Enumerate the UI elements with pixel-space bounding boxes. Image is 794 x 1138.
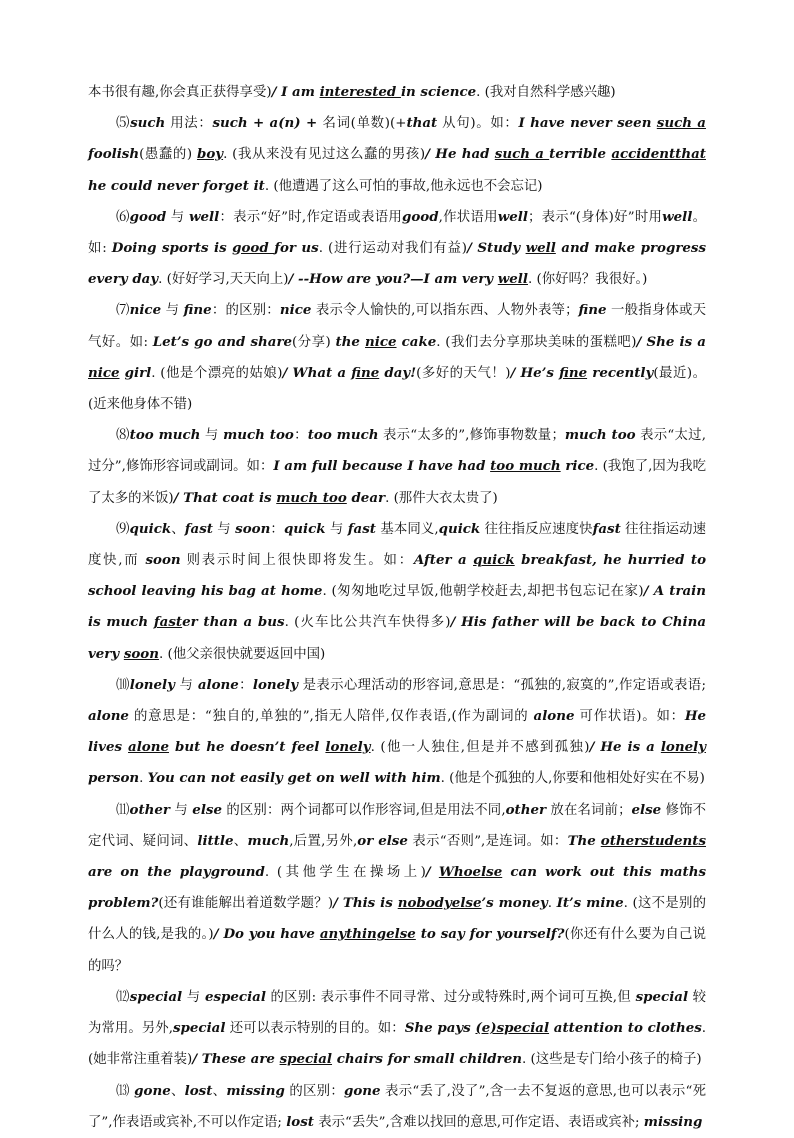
english-example-text: ’s money bbox=[481, 895, 548, 912]
underlined-example-word: boy bbox=[196, 146, 224, 163]
english-example-text: terrible bbox=[549, 146, 612, 163]
underlined-example-word: fast bbox=[153, 614, 183, 631]
paragraph bbox=[88, 514, 706, 670]
english-example-text: special bbox=[129, 988, 183, 1005]
body-text: . (我们去分享那块美味的蛋糕吧) bbox=[436, 334, 637, 350]
english-example-text: for us bbox=[274, 240, 319, 257]
english-example-text: cake bbox=[396, 333, 437, 350]
english-example-text: / Do you have bbox=[213, 926, 320, 943]
english-example-text: especial bbox=[204, 988, 266, 1005]
english-example-text: / --How are you?—I am very bbox=[288, 271, 498, 288]
english-example-text: fast bbox=[184, 520, 213, 537]
body-text: 则表示时间上很快即将发生。如： bbox=[180, 553, 414, 569]
body-text: (多好的天气！) bbox=[416, 365, 511, 381]
body-text: 往往指反应速度快 bbox=[480, 521, 593, 537]
english-example-text: / His father will be back to China very bbox=[88, 614, 706, 662]
english-example-text: lost bbox=[184, 1082, 213, 1099]
body-text: 、 bbox=[170, 1083, 185, 1099]
english-example-text: Let’s go and share bbox=[152, 333, 293, 350]
body-text: . bbox=[547, 896, 557, 912]
english-example-text: / These are bbox=[192, 1051, 280, 1068]
english-example-text: / That coat is bbox=[173, 489, 277, 506]
paragraph bbox=[88, 670, 706, 795]
body-text: . (他一人独住,但是并不感到孤独) bbox=[370, 740, 590, 756]
english-example-text: missing bbox=[643, 1113, 703, 1130]
english-example-text: alone bbox=[533, 708, 575, 725]
body-text: 是表示心理活动的形容词,意思是：“孤独的,寂寞的”,作定语或表语; bbox=[298, 677, 707, 693]
body-text: 本书很有趣,你会真正获得享受) bbox=[88, 85, 272, 100]
underlined-example-word: too much bbox=[490, 458, 561, 475]
english-example-text: / A train is much bbox=[88, 583, 707, 631]
body-text: . (这不是别的什么人的钱,是我的。) bbox=[88, 896, 707, 943]
paragraph bbox=[88, 420, 706, 514]
english-example-text: After a bbox=[413, 552, 474, 569]
underlined-example-word: anythingelse bbox=[319, 926, 416, 943]
body-text: 、 bbox=[212, 1083, 227, 1099]
english-example-text: much too bbox=[223, 427, 294, 444]
underlined-example-word: interested bbox=[319, 84, 401, 100]
english-example-text: rice bbox=[560, 458, 595, 475]
body-text: 与 bbox=[325, 521, 348, 537]
english-example-text: lonely bbox=[252, 676, 299, 693]
english-example-text: person bbox=[88, 770, 140, 787]
paragraph bbox=[88, 1076, 706, 1138]
underlined-example-word: well bbox=[525, 240, 556, 257]
body-text: . (他是个孤独的人,你要和他相处好实在不易) bbox=[440, 771, 705, 787]
english-example-text: soon bbox=[145, 552, 181, 569]
body-text: 修饰不定代词、疑问词、 bbox=[88, 802, 706, 849]
body-text: 可作状语)。如： bbox=[574, 709, 685, 725]
body-text: ⑽ bbox=[116, 677, 130, 693]
english-example-text: much bbox=[247, 832, 290, 849]
english-example-text: fast bbox=[347, 520, 376, 537]
english-example-text: / She is a bbox=[636, 333, 706, 350]
body-text: (你还有什么要为自己说的吗？ bbox=[88, 927, 706, 974]
body-text: 。如: bbox=[88, 209, 707, 257]
body-text: . (他遭遇了这么可怕的事故,他永远也不会忘记) bbox=[264, 178, 543, 194]
english-example-text: alone bbox=[197, 676, 239, 693]
body-text: . (好好学习,天天向上) bbox=[158, 272, 289, 288]
underlined-example-word: well bbox=[497, 271, 528, 288]
english-example-text: chairs for small children bbox=[332, 1051, 522, 1068]
english-example-text: attention to clothes bbox=[549, 1020, 702, 1037]
english-example-text: other bbox=[505, 801, 547, 818]
body-text: 还可以表示特别的目的。如： bbox=[225, 1021, 405, 1037]
body-text: ⑼ bbox=[116, 521, 130, 537]
body-text: 、 bbox=[171, 521, 185, 537]
english-example-text: / Study bbox=[467, 240, 526, 257]
english-example-text: nice bbox=[279, 302, 312, 319]
english-example-text: he could never forget it bbox=[88, 177, 265, 194]
english-example-text: foolish bbox=[88, 146, 140, 163]
english-example-text: else bbox=[631, 801, 662, 818]
body-text: (还有谁能解出着道数学题？) bbox=[158, 896, 334, 912]
english-example-text: special bbox=[173, 1020, 226, 1037]
body-text: 与 bbox=[169, 802, 193, 818]
english-example-text: lost bbox=[286, 1113, 314, 1130]
body-text: . (火车比公共汽车快得多) bbox=[284, 615, 451, 631]
underlined-example-word: Whoelse bbox=[438, 864, 503, 881]
english-example-text: It’s mine bbox=[556, 895, 624, 912]
underlined-example-word: lonely bbox=[660, 739, 706, 756]
english-example-text: He lives bbox=[88, 708, 707, 756]
english-example-text: She pays bbox=[404, 1020, 476, 1037]
english-example-text: good bbox=[129, 208, 167, 225]
english-example-text: good bbox=[402, 208, 439, 225]
body-text: ⑻ bbox=[116, 428, 130, 444]
english-example-text: well bbox=[497, 208, 528, 225]
english-example-text: / He had bbox=[425, 146, 495, 163]
english-example-text: the bbox=[335, 333, 366, 350]
english-example-text: fine bbox=[578, 302, 607, 319]
english-example-text: / I am bbox=[271, 84, 320, 100]
body-text: . (进行运动对我们有益) bbox=[318, 241, 468, 257]
body-text: . (我从来没有见过这么蠢的男孩) bbox=[223, 147, 426, 163]
english-example-text: too much bbox=[307, 427, 379, 444]
english-example-text: missing bbox=[226, 1082, 285, 1099]
body-text: ⑺ bbox=[116, 303, 130, 319]
paragraph bbox=[88, 982, 706, 1076]
body-text: ： bbox=[270, 521, 284, 537]
body-text: ：的区别： bbox=[211, 303, 280, 319]
english-example-text: quick bbox=[283, 520, 326, 537]
english-example-text: lonely bbox=[129, 676, 175, 693]
body-text: 表示“否则”,是连词。如： bbox=[407, 833, 568, 849]
english-example-text: / He’s bbox=[510, 364, 560, 381]
body-text: . (匆匆地吃过早饭,他朝学校赶去,却把书包忘记在家) bbox=[322, 584, 644, 600]
body-text: 表示“丢了,没了”,含一去不复返的意思,也可以表示“死了”,作表语或宾补,不可以作定语; bbox=[88, 1083, 707, 1130]
english-example-text: in science bbox=[400, 84, 477, 100]
underlined-example-word: (e)special bbox=[475, 1020, 550, 1037]
english-example-text: day! bbox=[379, 364, 417, 381]
underlined-example-word: such a bbox=[494, 146, 550, 163]
body-text: . (他是个漂亮的姑娘) bbox=[151, 365, 283, 381]
body-text: 较为常用。另外, bbox=[88, 989, 707, 1037]
body-text: 与 bbox=[212, 521, 236, 537]
english-example-text: You can not easily get on well with him bbox=[147, 770, 441, 787]
underlined-example-word: alone bbox=[128, 739, 169, 756]
english-example-text: recently bbox=[587, 364, 654, 381]
english-example-text: quick bbox=[129, 520, 172, 537]
english-example-text: or else bbox=[357, 832, 408, 849]
underlined-example-word: nobodyelse bbox=[397, 895, 482, 912]
body-text: 与 bbox=[182, 989, 205, 1005]
paragraph bbox=[88, 295, 706, 420]
body-text: 放在名词前； bbox=[546, 802, 632, 818]
body-text: ⒀ bbox=[116, 1083, 135, 1099]
body-text: 的区别：两个词都可以作形容词,但是用法不同, bbox=[221, 802, 506, 818]
english-example-text: little bbox=[197, 832, 234, 849]
underlined-example-word: nice bbox=[365, 333, 397, 350]
body-text: ⑾ bbox=[116, 802, 130, 818]
english-example-text: fast bbox=[592, 520, 621, 537]
english-example-text: much too bbox=[564, 427, 636, 444]
body-text: ,后置,另外, bbox=[289, 833, 358, 849]
underlined-example-word: fine bbox=[351, 364, 380, 381]
english-example-text: Doing sports is bbox=[111, 240, 233, 257]
english-example-text: dear bbox=[346, 489, 386, 506]
body-text: 的区别： bbox=[284, 1083, 344, 1099]
underlined-example-word: accidentthat bbox=[611, 146, 706, 163]
body-text: (分享) bbox=[292, 334, 336, 350]
underlined-example-word: nice bbox=[88, 364, 120, 381]
underlined-example-word: lonely bbox=[325, 739, 371, 756]
english-example-text: I am full because I have had bbox=[273, 458, 491, 475]
body-text: 与 bbox=[174, 677, 198, 693]
body-text: . (你好吗？我很好。) bbox=[528, 272, 648, 288]
english-example-text: are on the playground bbox=[88, 864, 265, 881]
english-example-text: alone bbox=[88, 708, 129, 725]
body-text: 往往指运动速度快,而 bbox=[88, 521, 707, 569]
english-example-text: too much bbox=[129, 427, 201, 444]
body-text: 的区别: 表示事件不同寻常、过分或特殊时,两个词可互换,但 bbox=[265, 989, 636, 1005]
body-text: ；表示“(身体)好”时用 bbox=[527, 209, 663, 225]
body-text: 基本同义, bbox=[375, 521, 439, 537]
body-text: 表示“太过,过分”,修饰形容词或副词。如： bbox=[88, 428, 707, 475]
body-text: ,作状语用 bbox=[438, 209, 498, 225]
body-text: 表示令人愉快的,可以指东西、人物外表等； bbox=[311, 303, 579, 319]
english-example-text: gone bbox=[134, 1082, 171, 1099]
underlined-example-word: good bbox=[232, 240, 275, 257]
body-text: 与 bbox=[161, 303, 184, 319]
english-example-text: well bbox=[662, 208, 693, 225]
underlined-example-word: quick bbox=[473, 552, 515, 569]
body-text: ： bbox=[293, 428, 308, 444]
english-example-text: / bbox=[425, 864, 439, 881]
english-example-text: soon bbox=[235, 520, 271, 537]
english-example-text: else bbox=[192, 801, 222, 818]
underlined-example-word: soon bbox=[123, 645, 159, 662]
paragraph bbox=[88, 77, 706, 108]
body-text: 表示“丢失”,含难以找回的意思,可作定语、表语或宾补; bbox=[313, 1114, 644, 1130]
body-text: ⑸ bbox=[116, 116, 131, 132]
english-example-text: / This is bbox=[333, 895, 398, 912]
body-text: ⑹ bbox=[116, 209, 130, 225]
body-text: ： bbox=[238, 677, 253, 693]
body-text: 名词(单数)(+ bbox=[322, 116, 407, 132]
body-text: 与 bbox=[200, 428, 224, 444]
underlined-example-word: special bbox=[279, 1051, 333, 1068]
english-example-text: / He is a bbox=[589, 739, 661, 756]
body-text: . (我对自然科学感兴趣) bbox=[476, 85, 616, 100]
underlined-example-word: otherstudents bbox=[600, 832, 706, 849]
english-example-text: nice bbox=[129, 302, 162, 319]
english-example-text: girl bbox=[119, 364, 152, 381]
english-example-text: / What a bbox=[282, 364, 352, 381]
english-example-text: other bbox=[129, 801, 170, 818]
body-text: (最近)。(近来他身体不错) bbox=[88, 365, 706, 413]
paragraph bbox=[88, 108, 706, 202]
body-text: (愚蠢的) bbox=[139, 147, 197, 163]
body-text: 一般指身体或天气好。如: bbox=[88, 303, 707, 350]
underlined-example-word: much too bbox=[276, 489, 347, 506]
body-text: ：表示“好”时,作定语或表语用 bbox=[219, 209, 403, 225]
underlined-example-word: fine bbox=[559, 364, 588, 381]
body-text: 的意思是：“独自的,单独的”,指无人陪伴,仅作表语,(作为副词的 bbox=[128, 709, 534, 725]
underlined-example-word: such a bbox=[656, 115, 706, 132]
body-text: . (她非常注重着装) bbox=[88, 1021, 707, 1068]
body-text: . (这些是专门给小孩子的椅子) bbox=[521, 1052, 702, 1068]
english-example-text: can work out this maths problem? bbox=[88, 864, 706, 912]
english-example-text: and make progress every day bbox=[88, 240, 706, 288]
english-example-text: to say for yourself? bbox=[415, 926, 565, 943]
english-example-text: that bbox=[406, 115, 438, 132]
english-example-text: The bbox=[567, 832, 601, 849]
body-text: . (那件大衣太贵了) bbox=[385, 490, 498, 506]
body-text: 从句)。如： bbox=[437, 116, 519, 132]
body-text: . (我饱了,因为我吃了太多的米饭) bbox=[88, 459, 706, 506]
english-example-text: fine bbox=[183, 302, 212, 319]
body-text: 用法： bbox=[165, 116, 213, 132]
body-text: . (他父亲很快就要返回中国) bbox=[158, 646, 326, 662]
body-text: 表示“太多的”,修饰事物数量； bbox=[378, 428, 565, 444]
body-text: . (其他学生在操场上) bbox=[264, 865, 426, 881]
paragraph bbox=[88, 202, 706, 296]
english-example-text: I have never seen bbox=[518, 115, 657, 132]
body-text: 与 bbox=[166, 209, 189, 225]
english-example-text: quick bbox=[438, 520, 481, 537]
english-example-text: breakfast, he hurried to school leaving his bag at home bbox=[88, 552, 707, 600]
body-text: . bbox=[139, 771, 148, 787]
english-example-text: but he doesn’t feel bbox=[168, 739, 326, 756]
body-text: 、 bbox=[233, 833, 248, 849]
english-example-text: gone bbox=[343, 1082, 381, 1099]
english-example-text: er than a bus bbox=[182, 614, 285, 631]
english-example-text: special bbox=[635, 988, 689, 1005]
english-example-text: well bbox=[188, 208, 220, 225]
english-example-text: such + a(n) + bbox=[212, 115, 323, 132]
body-text: ⑿ bbox=[116, 989, 130, 1005]
english-example-text: such bbox=[130, 115, 166, 132]
paragraph bbox=[88, 795, 706, 982]
